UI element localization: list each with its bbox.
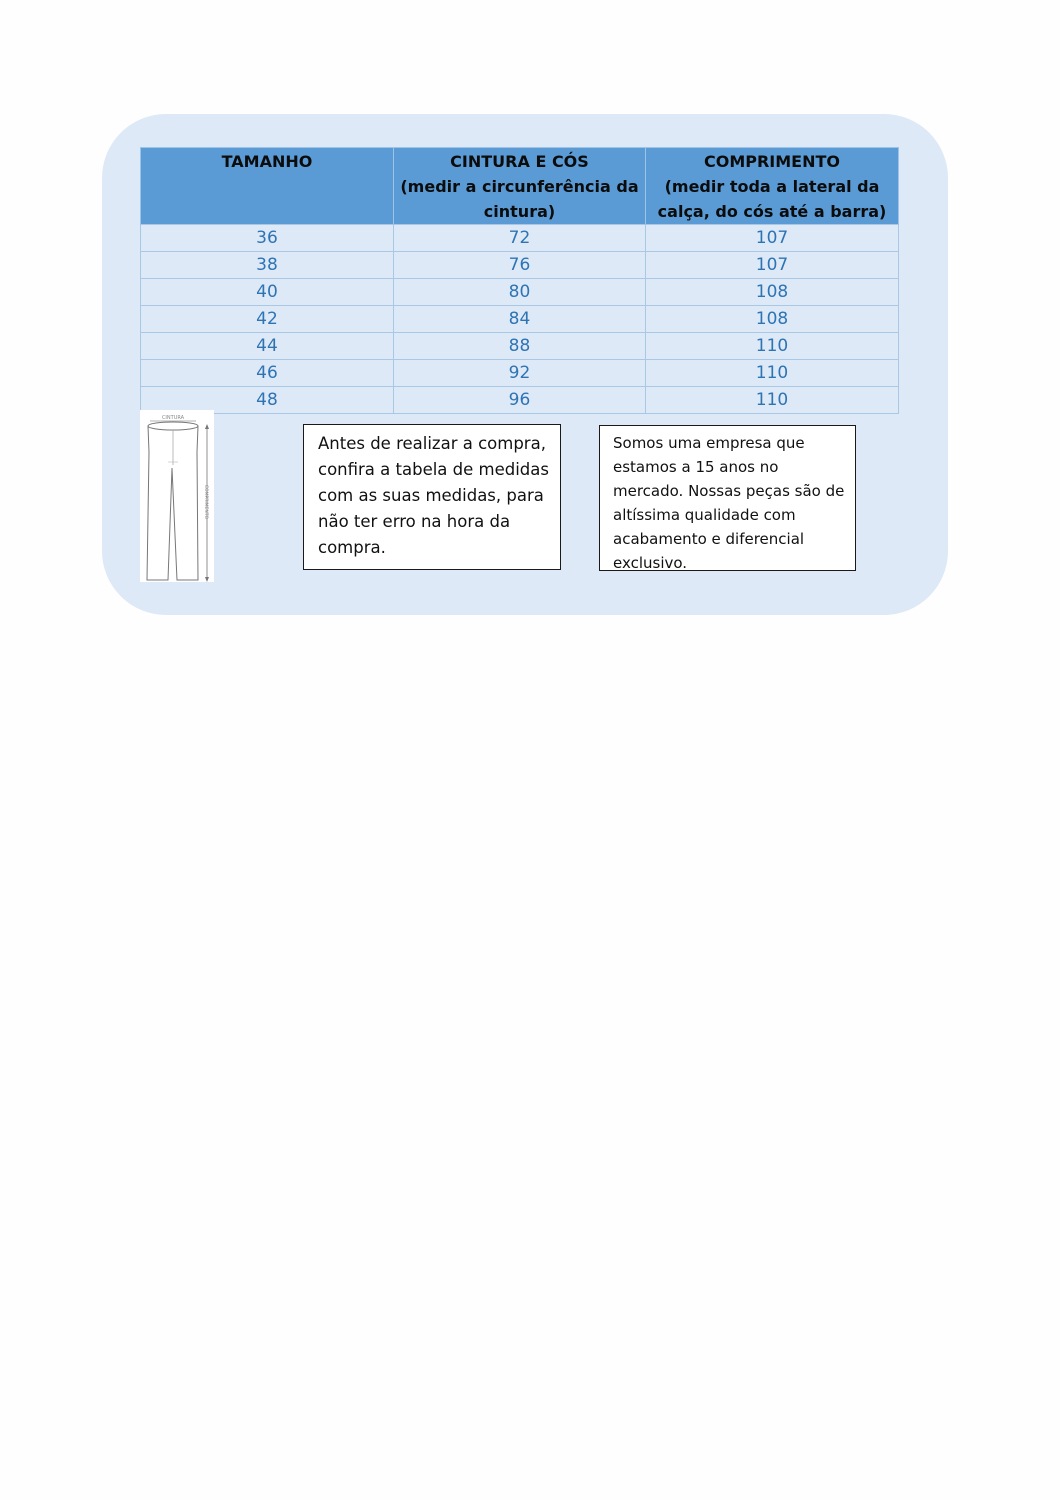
table-header-row: [141, 148, 899, 225]
table-row: [141, 387, 899, 414]
cell-waist: 76: [394, 252, 646, 279]
company-info-note: Somos uma empresa que estamos a 15 anos no mercado. Nossas peças são de altíssima qualidade com acabamento e diferencial exclusivo.: [599, 425, 856, 571]
table-row: [141, 225, 899, 252]
cell-waist: 72: [394, 225, 646, 252]
size-table: [140, 147, 899, 414]
cell-size: 42: [141, 306, 394, 333]
cell-size: 44: [141, 333, 394, 360]
cell-waist: 92: [394, 360, 646, 387]
cell-size: 38: [141, 252, 394, 279]
diagram-length-label: COMPRIMENTO: [203, 484, 208, 520]
cell-waist: 88: [394, 333, 646, 360]
header-length-title: COMPRIMENTO: [703, 152, 841, 171]
table-row: [141, 360, 899, 387]
cell-length: 110: [646, 360, 899, 387]
cell-size: 36: [141, 225, 394, 252]
header-size-title: TAMANHO: [221, 152, 313, 171]
cell-size: 40: [141, 279, 394, 306]
cell-length: 107: [646, 252, 899, 279]
cell-waist: 96: [394, 387, 646, 414]
table-row: [141, 252, 899, 279]
header-size: [141, 148, 394, 225]
cell-size: 46: [141, 360, 394, 387]
header-length-subtitle: (medir toda a lateral da calça, do cós até a barra): [657, 177, 887, 221]
pants-measurement-diagram: [140, 410, 214, 582]
table-row: [141, 279, 899, 306]
cell-length: 108: [646, 279, 899, 306]
header-length: [646, 148, 899, 225]
cell-waist: 84: [394, 306, 646, 333]
cell-waist: 80: [394, 279, 646, 306]
cell-size: 48: [141, 387, 394, 414]
header-waist: [394, 148, 646, 225]
cell-length: 110: [646, 387, 899, 414]
header-waist-title: CINTURA E CÓS: [450, 152, 589, 171]
cell-length: 108: [646, 306, 899, 333]
table-row: [141, 306, 899, 333]
pants-icon: [140, 410, 214, 582]
header-waist-subtitle: (medir a circunferência da cintura): [400, 177, 639, 221]
table-row: [141, 333, 899, 360]
diagram-waist-label: CINTURA: [161, 415, 185, 421]
purchase-advice-note: Antes de realizar a compra, confira a tabela de medidas com as suas medidas, para não ter erro na hora da compra.: [303, 424, 561, 570]
cell-length: 107: [646, 225, 899, 252]
cell-length: 110: [646, 333, 899, 360]
